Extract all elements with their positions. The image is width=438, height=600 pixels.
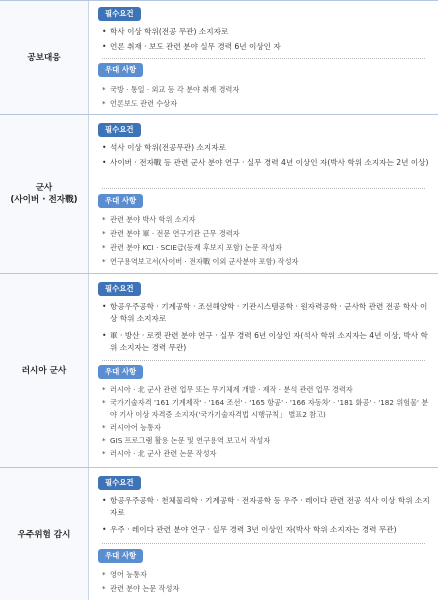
divider	[102, 360, 425, 361]
list-item: * 관련 분야 박사 학위 소지자	[102, 215, 196, 224]
list-item: * 국가기술자격 '161 기계제작' · '164 조선' · '165 항공' · '166 자동차' · '181 화공' · '182 위험물' 분야 기사 이상 자격증 소지자('국가기술자격법 시행규칙」 별표2 참고)	[102, 398, 429, 419]
content-cell	[89, 115, 438, 273]
content-cell	[89, 1, 438, 114]
category-sublabel: (사이버 · 전자戰)	[10, 195, 78, 205]
list-item: • 軍 · 방산 · 로켓 관련 분야 연구 · 실무 경력 6년 이상인 자(석사 학위 소지자는 4년 이상, 박사 학위 소지자는 경력 무관)	[102, 331, 428, 352]
list-item: * 관련 분야 논문 작성자	[102, 584, 180, 593]
category-label: 군사	[35, 183, 53, 193]
list-item: * 영어 능통자	[102, 570, 148, 579]
list-item: • 석사 이상 학위(전공무관) 소지자로	[102, 143, 226, 152]
list-item: • 항공우주공학 · 천체물리학 · 기계공학 · 전자공학 등 우주 · 레이다 관련 전공 석사 이상 학위 소지자로	[102, 496, 430, 517]
content-cell	[89, 274, 438, 467]
table-row-public-relations	[0, 1, 438, 115]
table-row-space-hazard	[0, 468, 438, 600]
table-row-russia-military	[0, 274, 438, 468]
category-label: 우주위험 감시	[17, 529, 71, 540]
required-badge: 필수요건	[98, 282, 141, 296]
content-cell	[89, 468, 438, 600]
preferred-badge: 우대 사항	[98, 63, 143, 77]
list-item: • 사이버 · 전자戰 등 관련 군사 분야 연구 · 실무 경력 4년 이상인 자(박사 학위 소지자는 2년 이상)	[102, 158, 429, 167]
list-item: • 언론 취재 · 보도 관련 분야 실무 경력 6년 이상인 자	[102, 42, 281, 51]
category-label: 러시아 군사	[21, 365, 67, 376]
required-badge: 필수요건	[98, 7, 141, 21]
preferred-badge: 우대 사항	[98, 549, 143, 563]
list-item: • 학사 이상 학위(전공 무관) 소지자로	[102, 27, 229, 36]
category-cell	[0, 1, 89, 114]
list-item: * 국방 · 통일 · 외교 등 각 분야 취재 경력자	[102, 85, 240, 94]
list-item: * 러시아 · 北 군사 관련 업무 또는 무기체계 개발 · 제작 · 분석 관련 업무 경력자	[102, 385, 353, 394]
list-item: * GIS 프로그램 활용 논문 및 연구용역 보고서 작성자	[102, 436, 271, 445]
divider	[102, 58, 425, 59]
required-badge: 필수요건	[98, 123, 141, 137]
list-item: • 우주 · 레이다 관련 분야 연구 · 실무 경력 3년 이상인 자(박사 학위 소지자는 경력 무관)	[102, 525, 397, 534]
list-item: * 관련 분야 軍 · 전문 연구기관 근무 경력자	[102, 229, 240, 238]
list-item: * 러시아어 능통자	[102, 423, 161, 432]
required-badge: 필수요건	[98, 476, 141, 490]
table-row-military-cyber	[0, 115, 438, 274]
preferred-badge: 우대 사항	[98, 365, 143, 379]
list-item: * 관련 분야 KCI · SCIE급(등재 후보지 포함) 논문 작성자	[102, 243, 282, 252]
list-item: * 언론보도 관련 수상자	[102, 99, 178, 108]
list-item: * 러시아 · 北 군사 관련 논문 작성자	[102, 449, 217, 458]
category-cell	[0, 468, 89, 600]
list-item: * 연구용역보고서(사이버 · 전자戰 이외 군사분야 포함) 작성자	[102, 257, 299, 266]
list-item: • 항공우주공학 · 기계공학 · 조선해양학 · 기관시스템공학 · 원자력공학 · 군사학 관련 전공 학사 이상 학위 소지자로	[102, 302, 428, 323]
divider	[102, 188, 425, 189]
preferred-badge: 우대 사항	[98, 194, 143, 208]
divider	[102, 543, 425, 544]
category-cell	[0, 115, 89, 273]
category-cell	[0, 274, 89, 467]
category-label: 공보대응	[27, 52, 61, 63]
